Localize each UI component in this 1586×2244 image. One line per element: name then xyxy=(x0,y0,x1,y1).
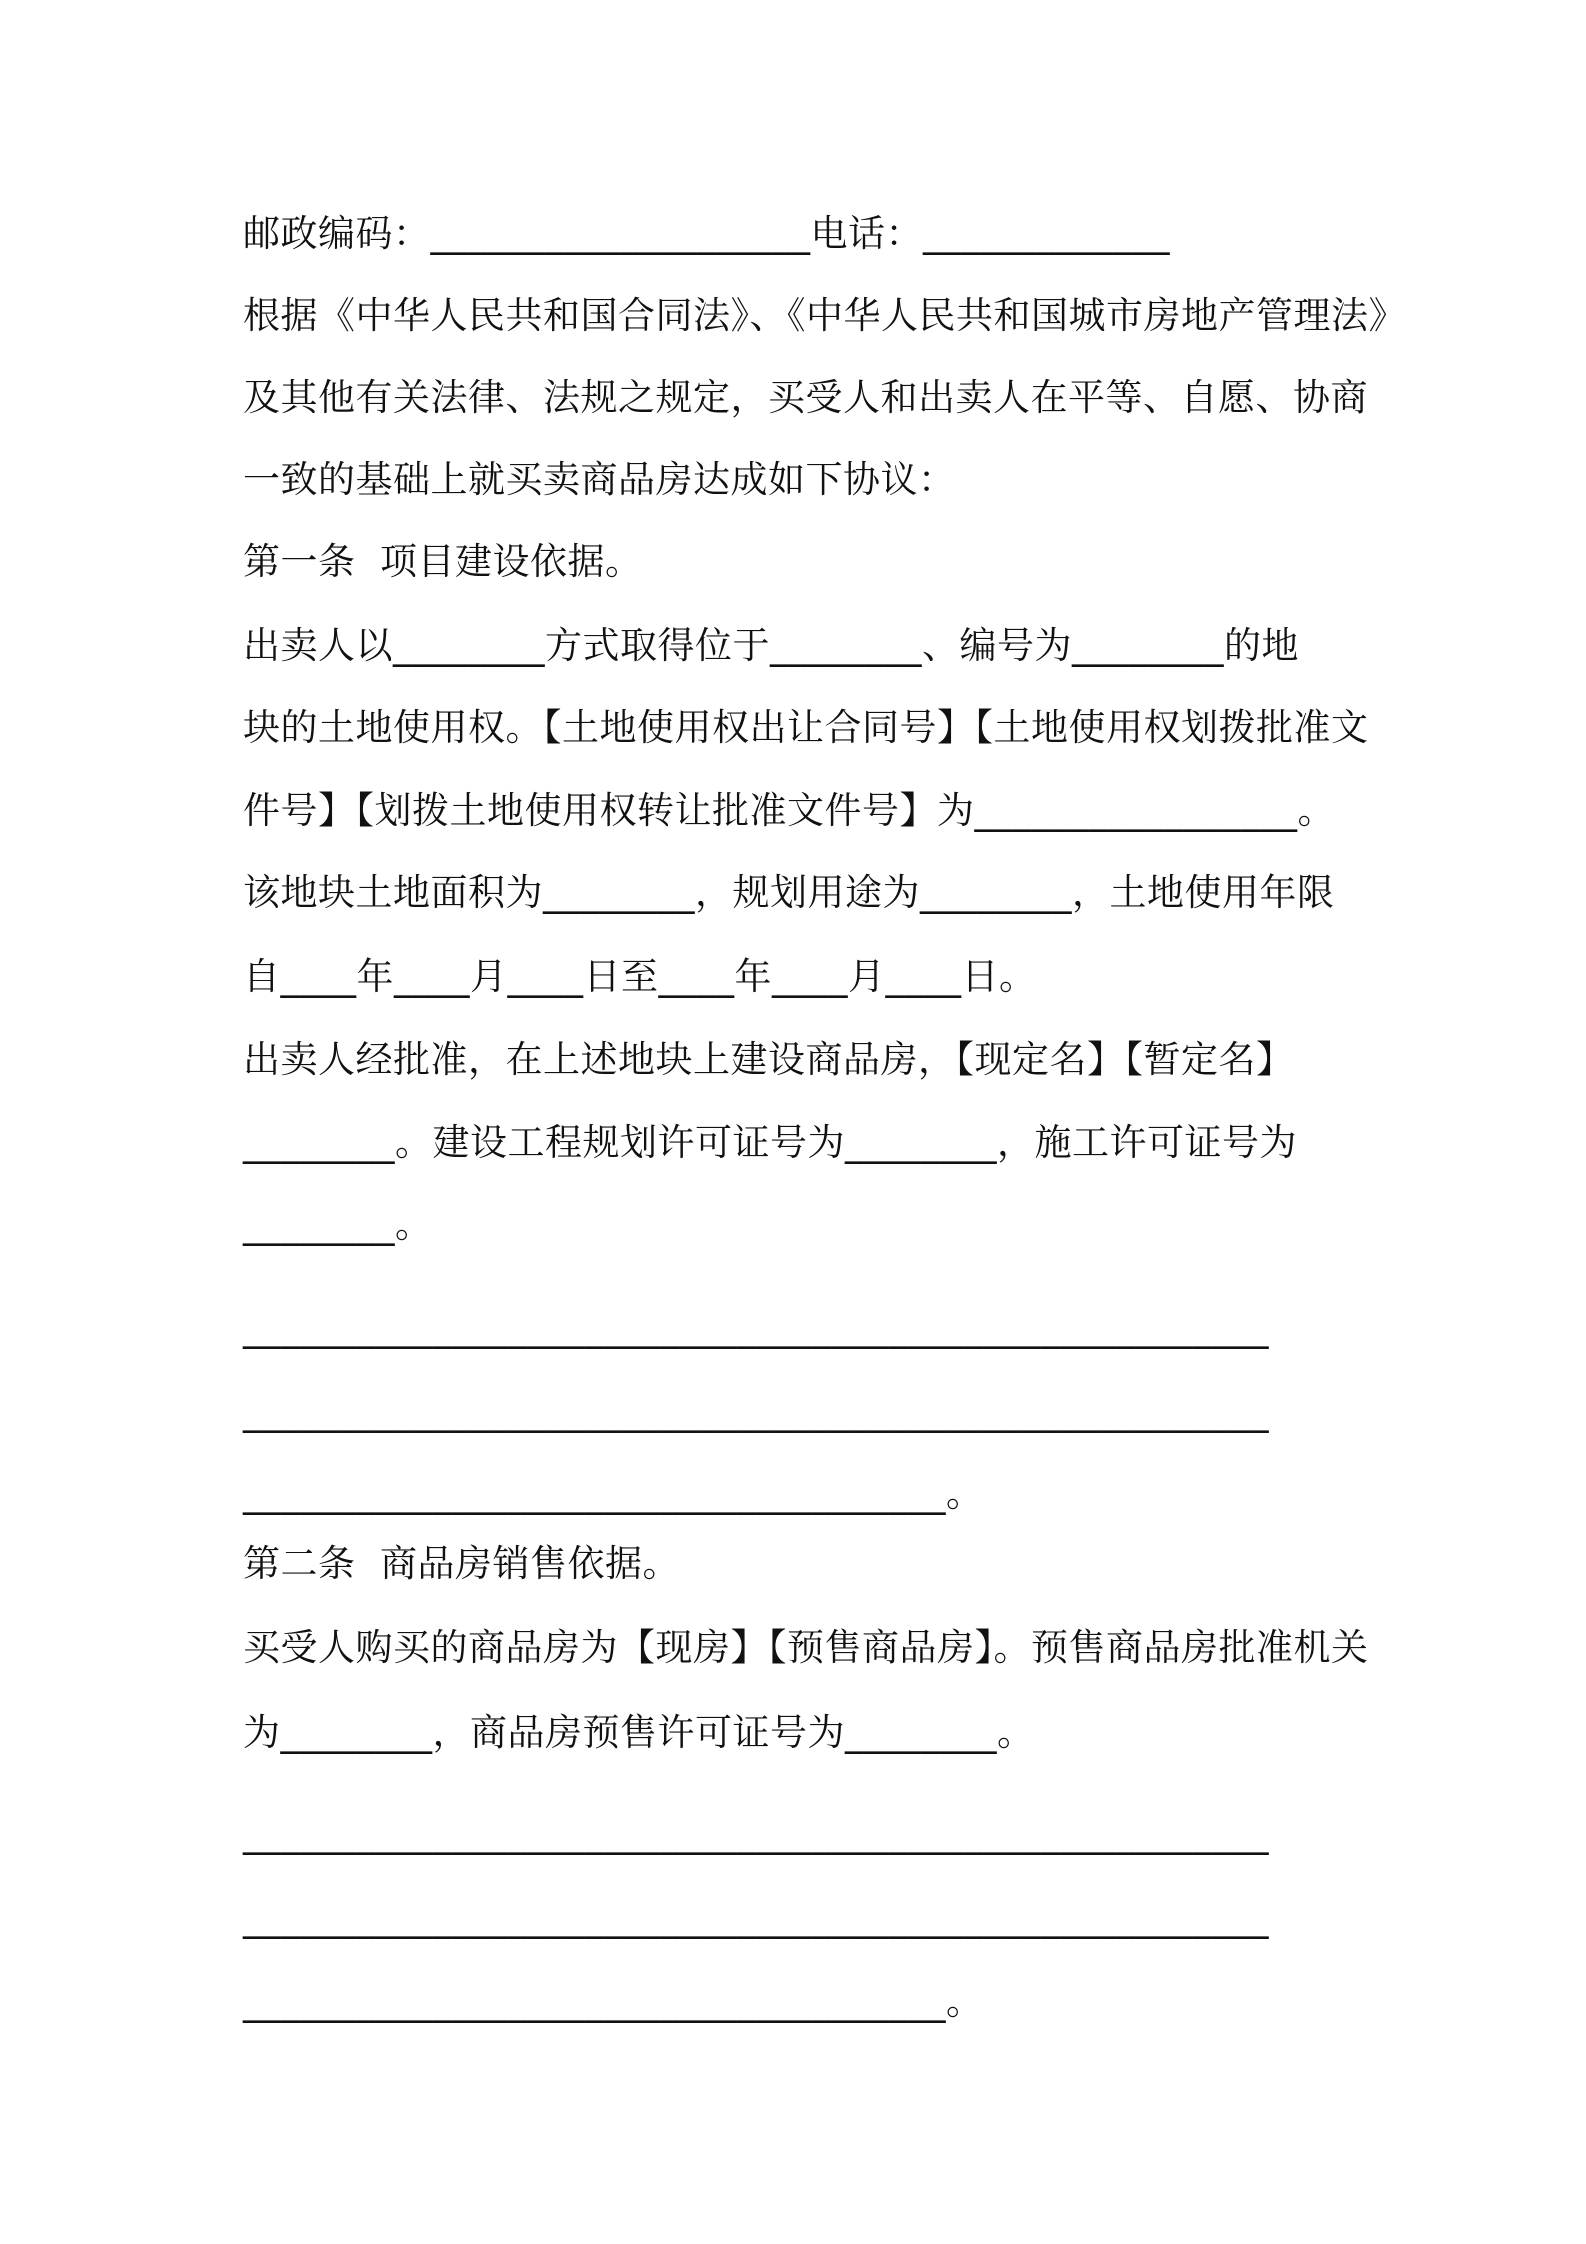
article-2-line-1: 买受人购买的商品房为【现房】【预售商品房】。预售商品房批准机关 xyxy=(243,1626,1369,1669)
preamble-line-3: 一致的基础上就买卖商品房达成如下协议： xyxy=(243,458,956,501)
blank-line-2: ______________________________________________________ xyxy=(243,1390,1269,1433)
article-1-line-4: 该地块土地面积为________，规划用途为________，土地使用年限 xyxy=(243,871,1335,914)
blank-line-5: ______________________________________________________ xyxy=(243,1896,1269,1939)
article-1-line-6: 出卖人经批准，在上述地块上建设商品房，【现定名】【暂定名】 xyxy=(243,1038,1294,1081)
article-2-heading: 第二条 商品房销售依据。 xyxy=(243,1542,681,1585)
blank-line-6: _____________________________________。 xyxy=(243,1980,984,2023)
blank-line-3: _____________________________________。 xyxy=(243,1472,984,1515)
blank-line-4: ______________________________________________________ xyxy=(243,1812,1269,1855)
article-1-line-2: 块的土地使用权。【土地使用权出让合同号】【土地使用权划拨批准文 xyxy=(243,706,1369,749)
article-1-line-5: 自____年____月____日至____年____月____日。 xyxy=(243,955,1037,998)
preamble-line-2: 及其他有关法律、法规之规定，买受人和出卖人在平等、自愿、协商 xyxy=(243,376,1368,419)
article-1-line-7: ________。建设工程规划许可证号为________，施工许可证号为 xyxy=(243,1121,1297,1164)
postal-phone-line: 邮政编码：____________________电话：_____________ xyxy=(243,212,1170,255)
article-1-heading: 第一条 项目建设依据。 xyxy=(243,540,643,583)
article-1-line-1: 出卖人以________方式取得位于________、编号为________的地 xyxy=(243,624,1299,667)
article-2-line-2: 为________，商品房预售许可证号为________。 xyxy=(243,1711,1035,1754)
blank-line-1: ______________________________________________________ xyxy=(243,1306,1269,1349)
article-1-line-3: 件号】【划拨土地使用权转让批准文件号】为_________________。 xyxy=(243,789,1335,832)
preamble-line-1: 根据《中华人民共和国合同法》、《中华人民共和国城市房地产管理法》 xyxy=(243,294,1406,337)
article-1-line-8: ________。 xyxy=(243,1203,433,1246)
